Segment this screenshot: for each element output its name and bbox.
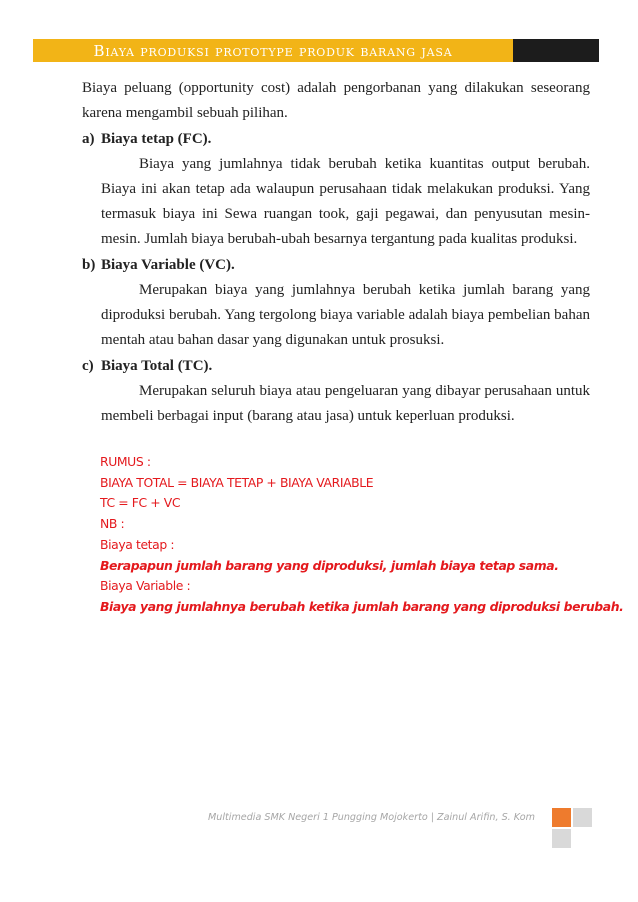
formula-nb: NB : bbox=[100, 516, 125, 532]
footer-accent-gray bbox=[552, 829, 571, 848]
formula-fixed-label: Biaya tetap : bbox=[100, 536, 175, 552]
item-title: Biaya Variable (VC). bbox=[101, 257, 235, 273]
intro-paragraph: Biaya peluang (opportunity cost) adalah pengorbanan yang dilakukan seseorang karena mengambil sebuah pilihan. bbox=[82, 80, 590, 121]
formula-line-total: BIAYA TOTAL = BIAYA TETAP + BIAYA VARIABLE bbox=[100, 474, 374, 490]
item-heading bbox=[82, 354, 590, 379]
formula-variable-label: Biaya Variable : bbox=[100, 578, 191, 594]
item-fixed-cost bbox=[82, 127, 590, 252]
footer-accent-gray bbox=[573, 808, 592, 827]
item-body: Biaya yang jumlahnya tidak berubah ketika kuantitas output berubah. Biaya ini akan tetap ada walaupun perusahaan tidak melakukan produksi. Yang termasuk biaya ini Sewa ruangan took, gaji pegawai, dan penyusutan mesin-mesin. Jumlah biaya berubah-ubah besarnya tergantung pada kualitas produksi. bbox=[101, 156, 590, 247]
footer-accent-orange bbox=[552, 808, 571, 827]
item-title: Biaya Total (TC). bbox=[101, 358, 213, 374]
item-label: a) bbox=[82, 131, 95, 147]
item-body: Merupakan biaya yang jumlahnya berubah ketika jumlah barang yang diproduksi berubah. Yang tergolong biaya variable adalah biaya pembelian bahan mentah atau bahan dasar yang digunakan untuk prosuksi. bbox=[101, 282, 590, 348]
header-dark-block bbox=[513, 39, 599, 62]
item-body: Merupakan seluruh biaya atau pengeluaran yang dibayar perusahaan untuk membeli berbagai input (barang atau jasa) untuk keperluan produksi. bbox=[101, 383, 590, 424]
formula-variable-desc: Biaya yang jumlahnya berubah ketika jumlah barang yang diproduksi berubah. bbox=[100, 598, 624, 614]
formula-box bbox=[100, 452, 623, 618]
formula-heading: RUMUS : bbox=[100, 454, 151, 469]
item-heading bbox=[82, 127, 590, 152]
item-total-cost bbox=[82, 354, 590, 429]
item-title: Biaya tetap (FC). bbox=[101, 131, 212, 147]
formula-fixed-desc: Berapapun jumlah barang yang diproduksi, jumlah biaya tetap sama. bbox=[100, 557, 559, 573]
document-body bbox=[82, 76, 590, 429]
item-heading bbox=[82, 253, 590, 278]
header-title: Biaya produksi prototype produk barang jasa bbox=[93, 41, 453, 60]
item-variable-cost bbox=[82, 253, 590, 353]
formula-line-tc: TC = FC + VC bbox=[100, 495, 181, 511]
page-header bbox=[33, 39, 599, 62]
item-label: c) bbox=[82, 358, 94, 374]
header-title-bar bbox=[33, 39, 513, 62]
page-footer: Multimedia SMK Negeri 1 Pungging Mojokerto | Zainul Arifin, S. Kom bbox=[208, 812, 535, 823]
item-label: b) bbox=[82, 257, 96, 273]
